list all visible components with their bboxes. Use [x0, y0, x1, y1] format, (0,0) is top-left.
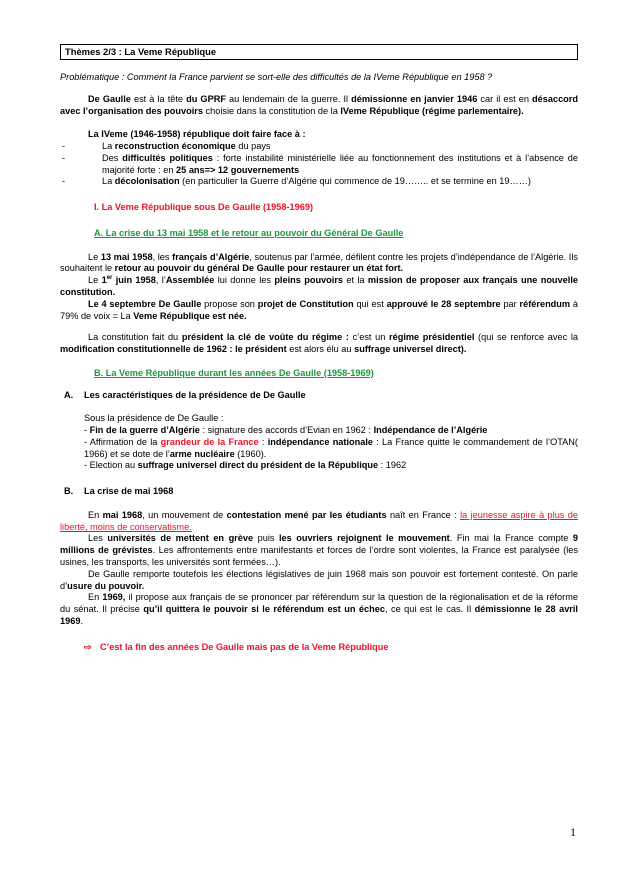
list-item: - Des difficultés politiques : forte instabilité ministérielle liée au fonctionnement des institutions et à l’absence de majorité forte : en 25 ans=> 12 gouvernements — [88, 153, 578, 177]
subB-title: La crise de mai 1968 — [84, 486, 174, 497]
intro-paragraph — [60, 94, 578, 118]
conclusion — [60, 642, 578, 654]
text: démissionne en janvier 1946 — [351, 93, 478, 104]
conclusion-text: C’est la fin des années De Gaulle mais pas de la Veme République — [100, 641, 389, 652]
text: De Gaulle — [88, 93, 131, 104]
text: car il est en — [477, 93, 533, 104]
text: désaccord avec l’organisation des pouvoirs — [60, 93, 578, 116]
sectionA-p2: Le 1er juin 1958, l’Assemblée lui donne les pleins pouvoirs et la mission de proposer aux français une nouvelle constitution. — [60, 275, 578, 297]
page-title: Thèmes 2/3 : La Veme République — [60, 44, 578, 60]
sectionA-p1: Le 13 mai 1958, les français d’Algérie, soutenus par l’armée, défilent contre les projets d’indépendance de l’Algérie. Ils souhaitent le retour au pouvoir du général De Gaulle pour restaurer un état fort. — [60, 251, 578, 274]
subA-title: Les caractéristiques de la présidence de De Gaulle — [84, 389, 306, 400]
subB-p1: En mai 1968, un mouvement de contestation mené par les étudiants naît en France : la jeunesse aspire à plus de liberté, moins de conservatisme. — [60, 509, 578, 532]
text: est à la tête — [130, 93, 187, 104]
text: choisie dans la constitution de la — [202, 105, 341, 116]
text: du GPRF — [186, 93, 226, 104]
list-item: - La décolonisation (en particulier la Guerre d’Algérie qui commence de 19…….. et se termine en 19……) — [88, 176, 578, 188]
subB-letter: B. — [64, 486, 74, 497]
text: au lendemain de la guerre. Il — [225, 93, 352, 104]
page-number: 1 — [570, 825, 576, 839]
part1-title: I. La Veme République sous De Gaulle (1958-1969) — [94, 202, 314, 213]
subB-p2: Les universités de mettent en grève puis les ouvriers rejoignent le mouvement. Fin mai la France compte 9 millions de grévistes. Les affrontements entre manifestants et forces de l’ordre sont violentes, la France est paralysée (les usines, les transports, les universités sont fermées…). — [60, 533, 578, 567]
problematique: Problématique : Comment la France parvient se sort-elle des difficultés de la IVeme République en 1958 ? — [60, 72, 493, 83]
sectionA-p3: Le 4 septembre De Gaulle propose son projet de Constitution qui est approuvé le 28 septembre par référendum à 79% de voix = La Veme République est née. — [60, 298, 578, 321]
sectionB-title: B. La Veme République durant les années De Gaulle (1958-1969) — [94, 367, 374, 378]
subA-intro: Sous la présidence de De Gaulle : — [84, 413, 224, 424]
ivrep-heading: La IVeme (1946-1958) république doit faire face à : — [88, 129, 306, 140]
subA-letter: A. — [64, 389, 74, 400]
subB-p3: De Gaulle remporte toutefois les élections législatives de juin 1968 mais son pouvoir est fortement contesté. On parle d’usure du pouvoir. — [60, 568, 578, 591]
list-item: - La reconstruction économique du pays — [88, 141, 578, 153]
subA-line3: - Election au suffrage universel direct du président de la République : 1962 — [84, 460, 407, 471]
subA-line2: - Affirmation de la grandeur de la France : indépendance nationale : La France quitte le commandement de l’OTAN( 1966) et se dote de l’arme nucléaire (1960). — [84, 436, 578, 459]
arrow-right-icon: ⇨ — [84, 641, 92, 652]
ivrep-list — [60, 141, 578, 188]
subA-line1: - Fin de la guerre d’Algérie : signature des accords d’Evian en 1962 : Indépendance de l’Algérie — [84, 425, 488, 436]
subB-p4: En 1969, il propose aux français de se prononcer par référendum sur la question de la régionalisation et de la réforme du sénat. Il précise qu’il quittera le pouvoir si le référendum est un échec, ce qui est le cas. Il démissionne le 28 avril 1969. — [60, 592, 578, 626]
subB-heading — [60, 486, 578, 498]
sectionA-p4: La constitution fait du président la clé de voûte du régime : c’est un régime présidentiel (qui se renforce avec la modification constitutionnelle de 1962 : le président est alors élu au suffrage universel direct). — [60, 332, 578, 355]
sectionA-title: A. La crise du 13 mai 1958 et le retour au pouvoir du Général De Gaulle — [94, 227, 404, 238]
text: IVeme République (régime parlementaire). — [340, 105, 524, 116]
page-content — [60, 44, 578, 653]
subA-body — [60, 413, 578, 472]
subA-heading — [60, 390, 578, 402]
